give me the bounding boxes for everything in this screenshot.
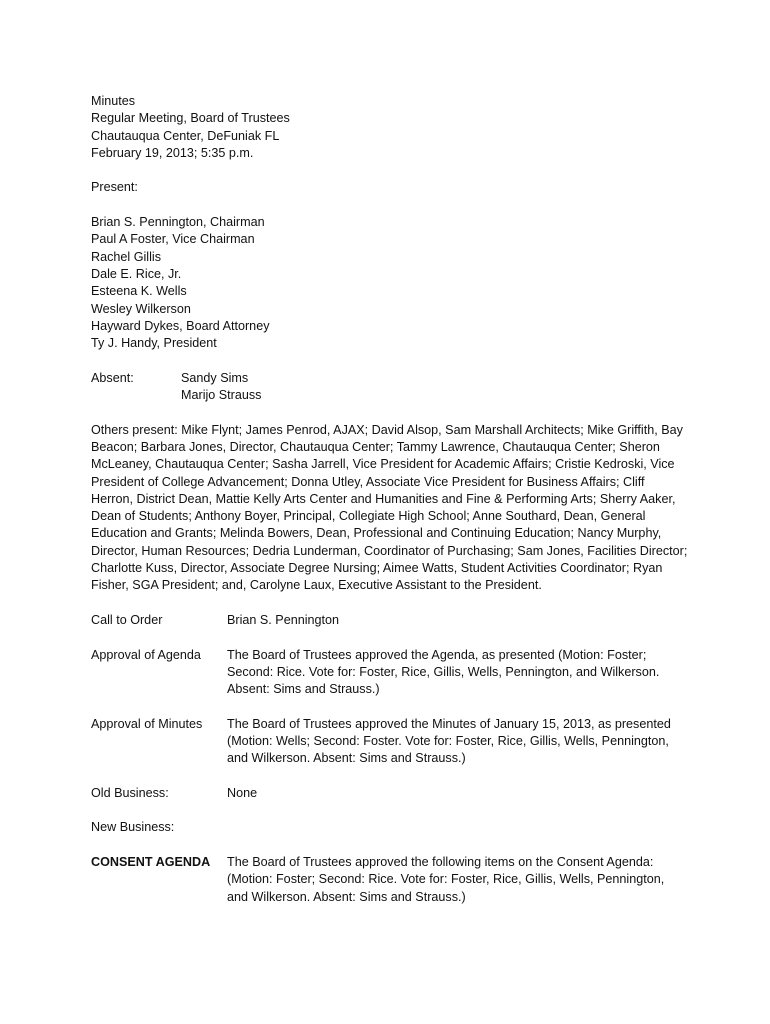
present-member: Rachel Gillis bbox=[91, 249, 161, 264]
item-text: The Board of Trustees approved the following items on the Consent Agenda: (Motion: Foster; Second: Rice. Vote for: Foster, Rice, Gillis, Wells, Pennington, and Wilkerson. Absent: Sims and Strauss.) bbox=[227, 855, 665, 904]
absent-list bbox=[181, 370, 261, 405]
present-member: Esteena K. Wells bbox=[91, 284, 187, 299]
meeting-location: Chautauqua Center, DeFuniak FL bbox=[91, 128, 280, 143]
present-member: Paul A Foster, Vice Chairman bbox=[91, 232, 255, 247]
present-member: Hayward Dykes, Board Attorney bbox=[91, 318, 270, 333]
absent-label: Absent: bbox=[91, 370, 134, 385]
present-member: Ty J. Handy, President bbox=[91, 336, 217, 351]
present-label: Present: bbox=[91, 180, 138, 195]
item-label: Old Business: bbox=[91, 785, 169, 800]
item-text: None bbox=[227, 785, 258, 800]
absent-section bbox=[91, 370, 691, 405]
absent-member: Sandy Sims bbox=[181, 370, 249, 385]
meeting-date: February 19, 2013; 5:35 p.m. bbox=[91, 145, 254, 160]
present-member: Wesley Wilkerson bbox=[91, 301, 191, 316]
item-text: Brian S. Pennington bbox=[227, 612, 340, 627]
item-label: Call to Order bbox=[91, 612, 163, 627]
others-present-paragraph: Others present: Mike Flynt; James Penrod, AJAX; David Alsop, Sam Marshall Architects; Mike Griffith, Bay Beacon; Barbara Jones, Director, Chautauqua Center; Tammy Lawrence, Chautauqua Center; Sheron McLeaney, Chautauqua Center; Sasha Jarrell, Vice President for Academic Affairs; Cristie Kedroski, Vice President of College Advancement; Donna Utley, Associate Vice President for Business Affairs; Cliff Herron, District Dean, Mattie Kelly Arts Center and Humanities and Fine & Performing Arts; Sherry Aaker, Dean of Students; Anthony Boyer, Principal, Collegiate High School; Anne Southard, Dean, General Education and Grants; Melinda Bowers, Dean, Professional and Continuing Education; Nancy Murphy, Director, Human Resources; Dedria Lunderman, Coordinator of Purchasing; Sam Jones, Facilities Director; Charlotte Kuss, Director, Associate Degree Nursing; Aimee Watts, Student Activities Coordinator; Ryan Fisher, SGA President; and, Carolyne Laux, Executive Assistant to the President. bbox=[91, 422, 688, 593]
present-list bbox=[91, 214, 691, 352]
item-label: Approval of Minutes bbox=[91, 716, 203, 731]
old-business-row bbox=[91, 785, 691, 802]
minutes-document bbox=[91, 93, 691, 923]
approval-agenda-row bbox=[91, 647, 691, 699]
approval-minutes-row bbox=[91, 716, 691, 768]
item-text: The Board of Trustees approved the Agenda, as presented (Motion: Foster; Second: Rice. Vote for: Foster, Rice, Gillis, Wells, Pennington, and Wilkerson. Absent: Sims and Strauss.) bbox=[227, 647, 660, 697]
absent-member: Marijo Strauss bbox=[181, 388, 262, 403]
call-to-order-row bbox=[91, 612, 691, 629]
new-business-row bbox=[91, 819, 691, 836]
item-label: Approval of Agenda bbox=[91, 647, 201, 662]
present-member: Brian S. Pennington, Chairman bbox=[91, 215, 265, 230]
meeting-type: Regular Meeting, Board of Trustees bbox=[91, 111, 290, 126]
item-label: New Business: bbox=[91, 820, 175, 835]
item-text: The Board of Trustees approved the Minutes of January 15, 2013, as presented (Motion: Wells; Second: Foster. Vote for: Foster, Rice, Gillis, Wells, Pennington, and Wilkerson. Absent: Sims and Strauss.) bbox=[227, 716, 671, 766]
consent-agenda-row bbox=[91, 854, 691, 906]
doc-title: Minutes bbox=[91, 94, 136, 108]
present-member: Dale E. Rice, Jr. bbox=[91, 266, 182, 281]
item-label: CONSENT AGENDA bbox=[91, 855, 211, 870]
